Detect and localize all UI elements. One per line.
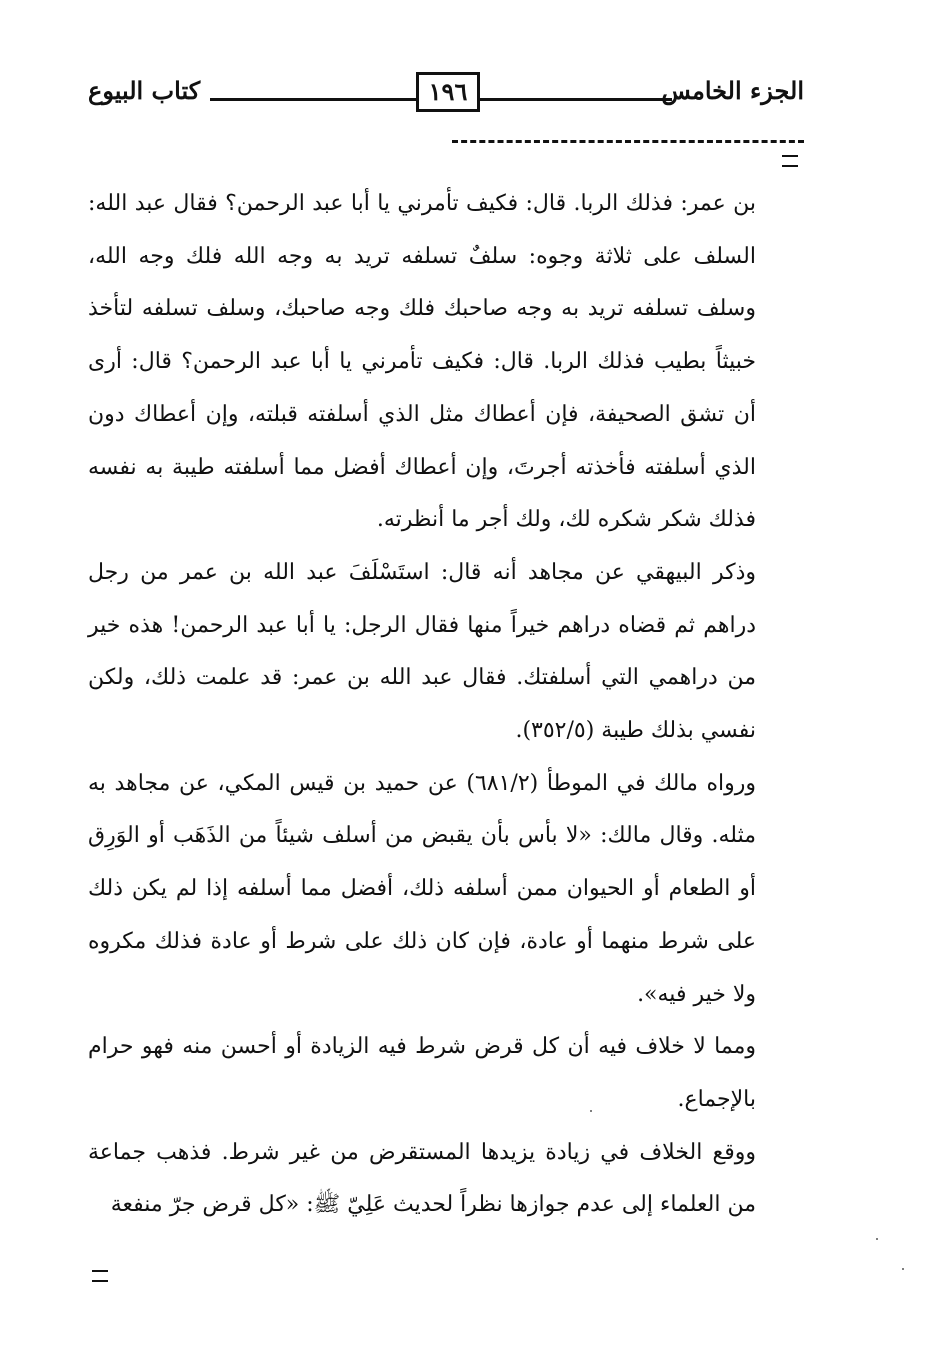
paragraph: بن عمر: فذلك الربا. قال: فكيف تأمرني يا أبا عبد الرحمن؟ فقال عبد الله: السلف على ثلاثة وجوه: سلفٌ تسلفه تريد به وجه الله فلك وجه الله، وسلف تسلفه تريد به وجه صاحبك فلك وجه صاحبك، وسلف تسلفه لتأخذ خبيثاً بطيب فذلك الربا. قال: فكيف تأمرني يا أبا عبد الرحمن؟ قال: أرى أن تشق الصحيفة، فإن أعطاك مثل الذي أسلفته قبلته، وإن أعطاك دون الذي أسلفته فأخذته أجرتَ، وإن أعطاك أفضل مما أسلفته طيبة به نفسه فذلك شكر شكره لك، ولك أجر ما أنظرته. — [88, 191, 757, 533]
text-start-marker — [782, 155, 798, 167]
paragraph: وذكر البيهقي عن مجاهد أنه قال: استَسْلَفَ عبد الله بن عمر من رجل دراهم ثم قضاه دراهم خيراً منها فقال الرجل: يا أبا عبد الرحمن! هذه خير من دراهمي التي أسلفتك. فقال عبد الله بن عمر: قد علمت ذلك، ولكن نفسي بذلك طيبة (٣٥٢/٥). — [88, 559, 756, 744]
continuation-marker — [92, 1270, 108, 1282]
body-text — [88, 178, 756, 1232]
page-number-box: ١٩٦ — [416, 72, 480, 112]
paragraph: ومما لا خلاف فيه أن كل قرض شرط فيه الزيادة أو أحسن منه فهو حرام بالإجماع. — [88, 1034, 756, 1112]
header-rule-right — [480, 98, 672, 101]
book-section-title: كتاب البيوع — [88, 76, 201, 105]
scan-speck — [902, 1268, 904, 1270]
scan-speck — [590, 1110, 592, 1112]
volume-title: الجزء الخامس — [661, 76, 804, 105]
paragraph: ووقع الخلاف في زيادة يزيدها المستقرض من غير شرط. فذهب جماعة من العلماء إلى عدم جوازها نظراً لحديث عَلِيّ ﷺ: «كل قرض جرّ منفعة — [88, 1139, 756, 1218]
running-header — [88, 72, 804, 122]
header-rule-left — [210, 98, 416, 101]
scan-speck — [876, 1238, 878, 1240]
header-dashed-rule — [452, 140, 804, 143]
paragraph: ورواه مالك في الموطأ (٦٨١/٢) عن حميد بن قيس المكي، عن مجاهد به مثله. وقال مالك: «لا بأس بأن يقبض من أسلف شيئاً من الذَهَب أو الوَرِق أو الطعام أو الحيوان ممن أسلفه ذلك، أفضل مما أسلفه إذا لم يكن ذلك على شرط منهما أو عادة، فإن كان ذلك على شرط أو عادة فذلك مكروه ولا خير فيه». — [88, 770, 757, 1007]
